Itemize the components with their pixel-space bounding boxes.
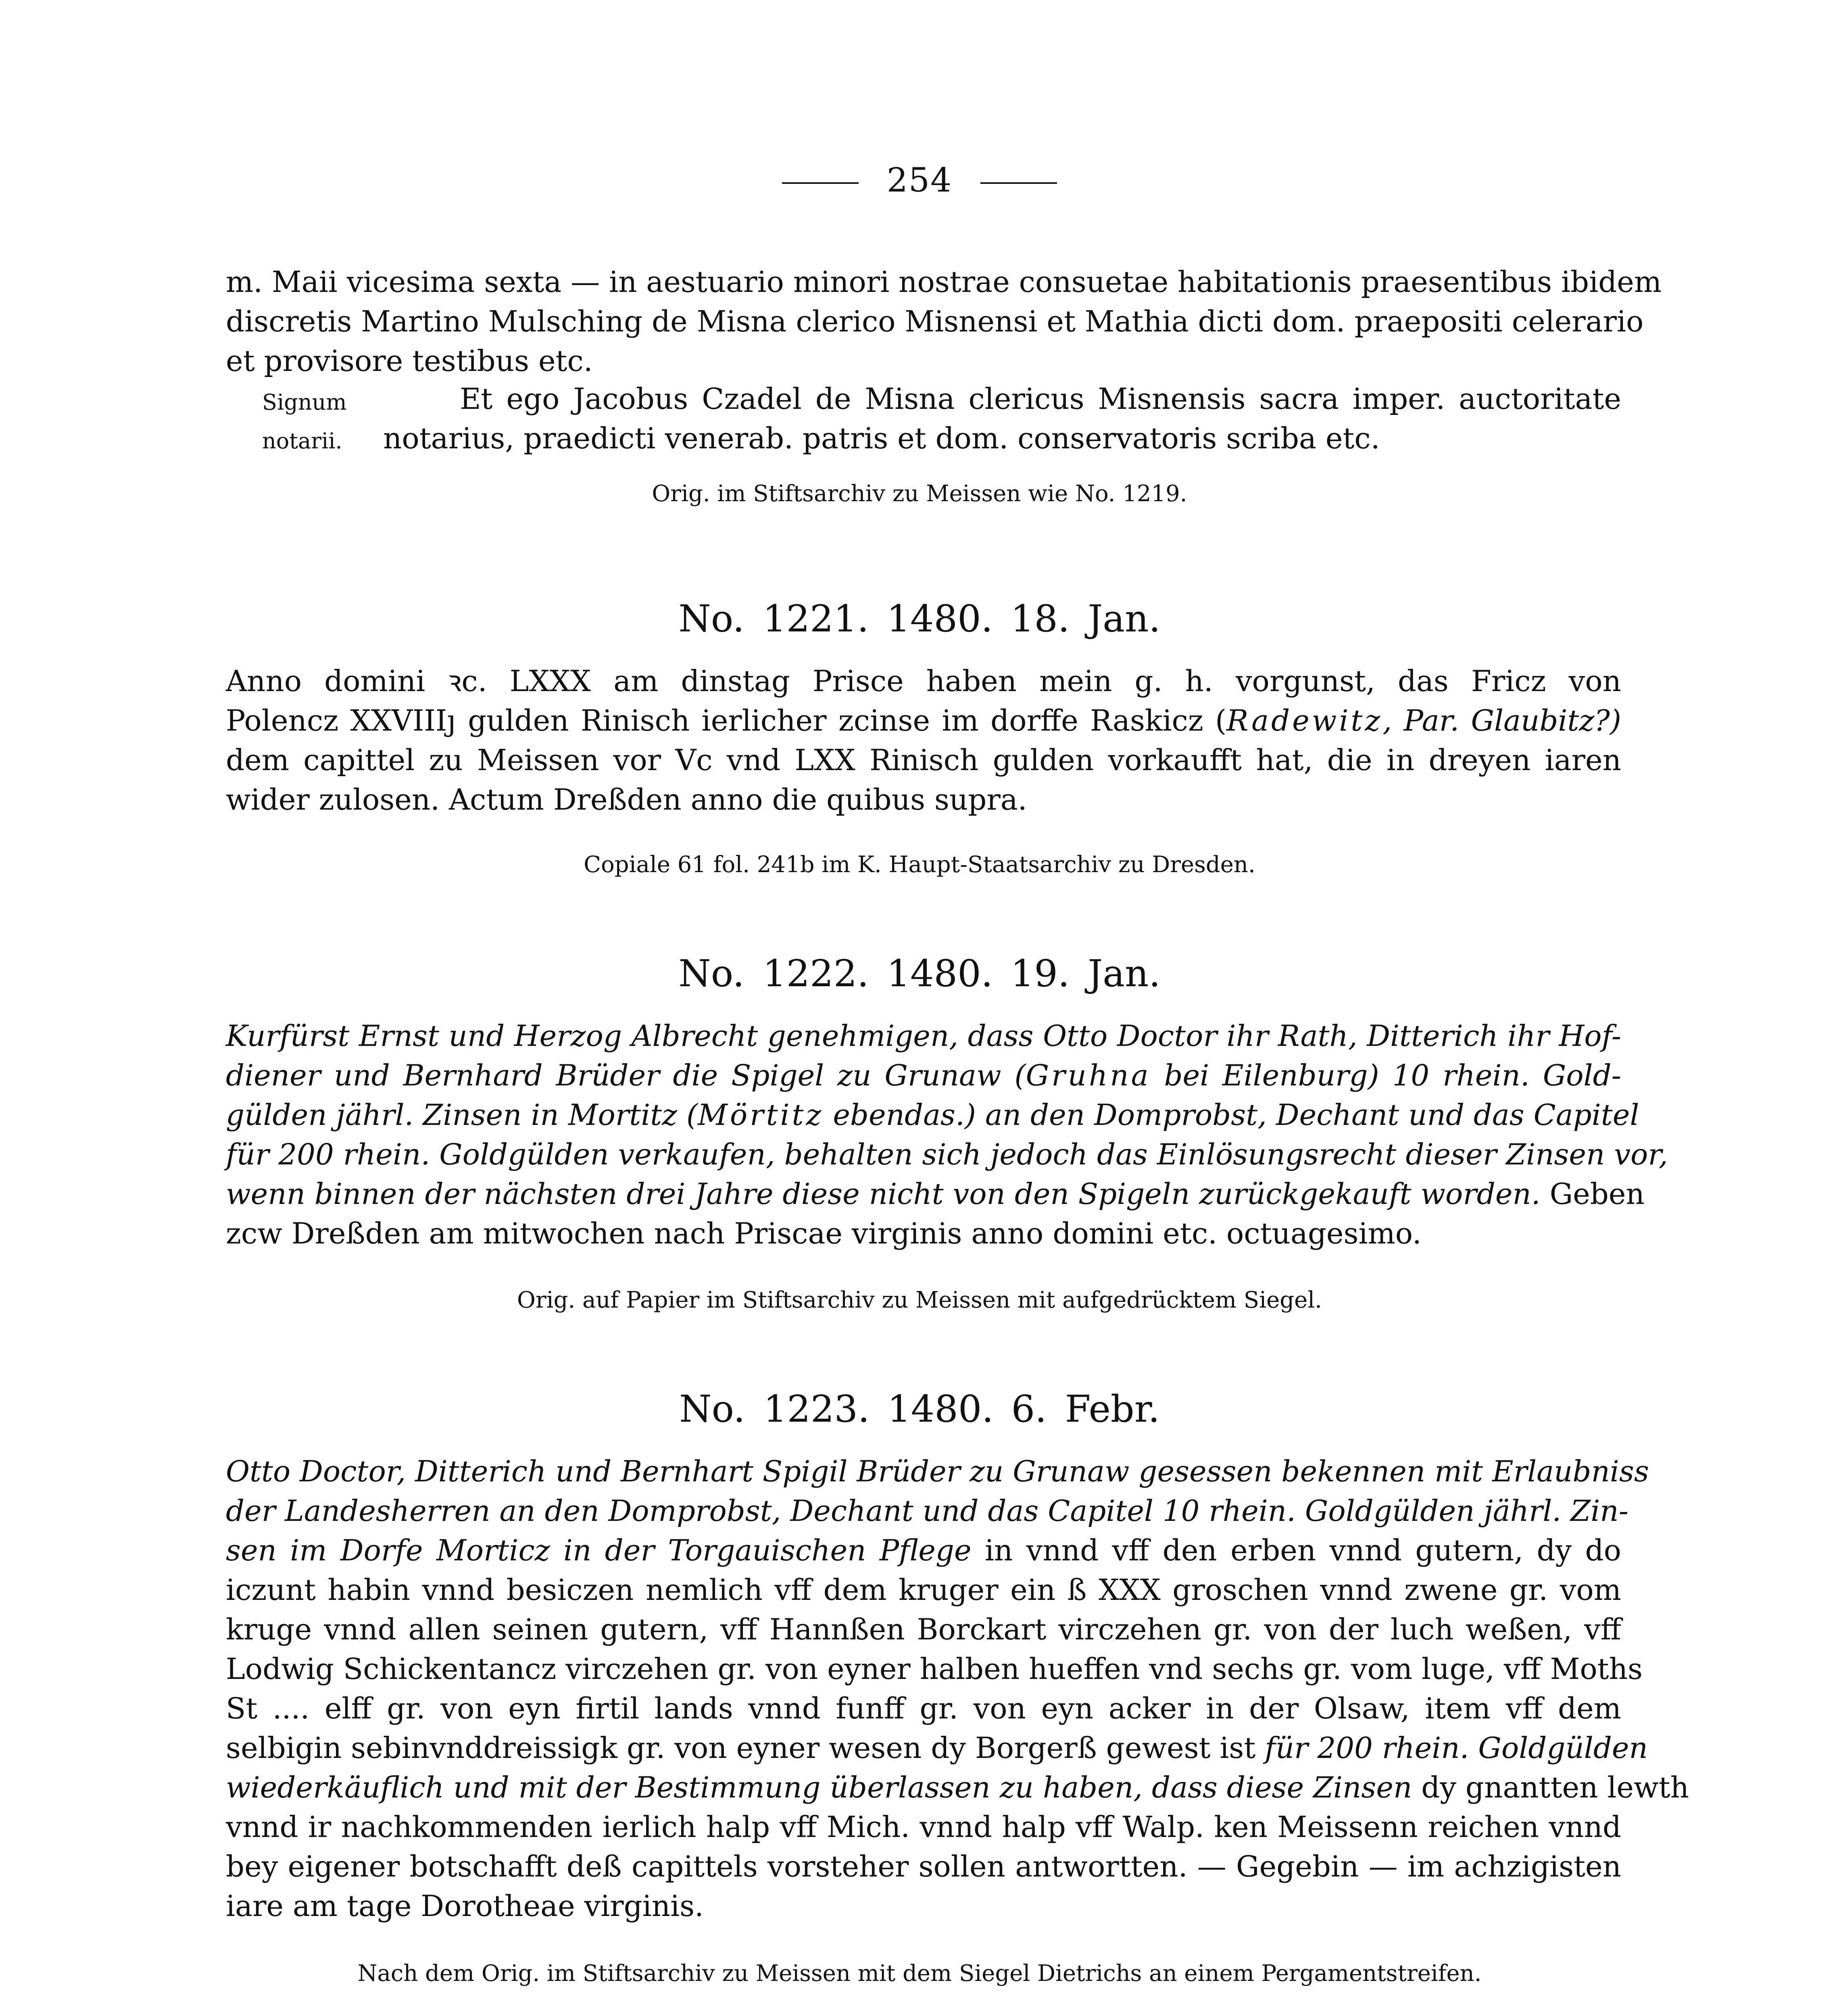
text-line	[226, 1886, 1621, 1926]
text-line	[226, 1174, 1645, 1214]
text-line	[226, 1452, 1649, 1491]
text-line: et provisore testibus etc.	[226, 344, 593, 378]
entry-heading	[0, 597, 1839, 641]
text-segment: Radewitz	[1226, 704, 1383, 737]
entry-date: 19. Jan.	[1010, 952, 1161, 995]
text-line	[226, 1095, 1639, 1135]
text-segment: für 200 rhein. Goldgülden verkaufen, behalten sich jedoch das Einlösungsrecht dieser Zinsen vor,	[226, 1137, 1668, 1171]
text-segment: dem capittel zu Meissen vor Vc vnd LXX Rinisch gulden vorkaufft hat, die in dreyen iaren	[226, 743, 1621, 777]
text-segment: Gruhna	[1026, 1058, 1151, 1092]
text-line	[226, 1531, 1621, 1570]
entry-heading	[0, 952, 1839, 996]
source-note: Orig. auf Papier im Stiftsarchiv zu Meissen mit aufgedrücktem Siegel.	[517, 1287, 1322, 1313]
entry-number: No. 1223.	[679, 1387, 870, 1431]
source-note: Copiale 61 fol. 241b im K. Haupt-Staatsarchiv zu Dresden.	[584, 852, 1255, 878]
text-line	[226, 1610, 1621, 1649]
text-segment: kruge vnnd allen seinen gutern, vff Hannßen Borckart virczehen gr. von der luch weßen, vff	[226, 1612, 1621, 1646]
text-segment: St .... elff gr. von eyn firtil lands vnnd funff gr. von eyn acker in der Olsaw, item vff dem	[226, 1691, 1621, 1725]
text-segment: wider zulosen. Actum Dreßden anno die quibus supra.	[226, 783, 1027, 816]
text-segment: bey eigener botschafft deß capittels vorsteher sollen antwortten. — Gegebin — im achzigisten	[226, 1849, 1621, 1883]
text-line	[226, 1728, 1648, 1768]
entry-date: 18. Jan.	[1010, 597, 1161, 640]
text-segment: Mörtitz	[698, 1098, 824, 1132]
text-segment: Lodwig Schickentancz virczehen gr. von eyner halben hueffen vnd sechs gr. vom luge, vff Moths	[226, 1652, 1643, 1686]
entry-number: No. 1221.	[678, 597, 869, 640]
text-segment: Anno domini ꝛc. LXXX am dinstag Prisce haben mein g. h. vorgunst, das Fricz von	[226, 664, 1621, 698]
page-number: 254	[0, 161, 1839, 200]
text-segment: Otto Doctor, Ditterich und Bernhart Spigil Brüder zu Grunaw gesessen bekennen mit Erlaubniss	[226, 1454, 1649, 1488]
text-line: Et ego Jacobus Czadel de Misna clericus Misnensis sacra imper. auctoritate	[460, 382, 1621, 416]
entry-number: No. 1222.	[678, 952, 869, 995]
text-line	[226, 1570, 1621, 1610]
text-line	[226, 740, 1621, 780]
entry-text	[226, 1452, 1689, 1926]
text-segment: , Par. Glaubitz?)	[1382, 704, 1621, 737]
text-segment: der Landesherren an den Domprobst, Dechant und das Capitel 10 rhein. Goldgülden jährl. Zin-	[226, 1494, 1628, 1528]
text-line	[226, 1016, 1621, 1056]
text-segment: ebendas.) an den Domprobst, Dechant und das Capitel	[824, 1098, 1639, 1132]
text-segment: zcw Dreßden am mitwochen nach Priscae virginis anno domini etc. octuagesimo.	[226, 1216, 1422, 1250]
text-segment: selbigin sebinvnddreissigk gr. von eyner wesen dy Borgerß gewest ist	[226, 1731, 1265, 1765]
intro-paragraph	[226, 262, 1662, 381]
text-segment: bei Eilenburg) 10 rhein. Gold-	[1151, 1058, 1622, 1092]
entry-year: 1480.	[887, 1387, 994, 1431]
source-note: Nach dem Orig. im Stiftsarchiv zu Meissen mit dem Siegel Dietrichs an einem Pergamentstreifen.	[357, 1960, 1482, 1987]
text-segment: wiederkäuflich und mit der Bestimmung überlassen zu haben, dass diese Zinsen	[226, 1770, 1412, 1804]
text-segment: Kurfürst Ernst und Herzog Albrecht genehmigen, dass Otto Doctor ihr Rath, Ditterich ihr Hof-	[226, 1019, 1621, 1053]
notary-signum-label: Signum notarii.	[262, 389, 347, 454]
text-segment: Polencz XXVIIIȷ gulden Rinisch ierlicher zcinse im dorffe Raskicz (	[226, 704, 1227, 737]
text-line	[226, 1768, 1689, 1807]
text-segment: wenn binnen der nächsten drei Jahre diese nicht von den Spigeln zurückgekauft worden.	[226, 1177, 1541, 1211]
text-line: discretis Martino Mulsching de Misna clerico Misnensi et Mathia dicti dom. praepositi celerario	[226, 304, 1644, 338]
text-segment: iare am tage Dorotheae virginis.	[226, 1889, 704, 1923]
text-segment: vnnd ir nachkommenden ierlich halp vff Mich. vnnd halp vff Walp. ken Meissenn reichen vnnd	[226, 1810, 1621, 1844]
entry-text	[226, 661, 1621, 819]
text-segment: in vnnd vff den erben vnnd gutern, dy do	[971, 1533, 1621, 1567]
text-line	[226, 1847, 1621, 1886]
source-note: Orig. im Stiftsarchiv zu Meissen wie No. 1219.	[652, 481, 1187, 507]
entry-year: 1480.	[886, 597, 993, 640]
text-line	[226, 1056, 1621, 1095]
text-segment: iczunt habin vnnd besiczen nemlich vff dem kruger ein ß XXX groschen vnnd zwene gr. vom	[226, 1573, 1621, 1607]
rule-right	[980, 182, 1057, 184]
text-segment: Geben	[1540, 1177, 1645, 1211]
text-line	[226, 780, 1621, 819]
text-line: notarius, praedicti venerab. patris et dom. conservatoris scriba etc.	[383, 421, 1380, 455]
notary-statement	[383, 379, 1621, 458]
entry-text	[226, 1016, 1668, 1253]
text-line: m. Maii vicesima sexta — in aestuario minori nostrae consuetae habitationis praesentibus ibidem	[226, 265, 1662, 299]
text-segment: dy gnantten lewth	[1412, 1770, 1689, 1804]
rule-left	[782, 182, 859, 184]
text-line	[226, 1807, 1621, 1847]
entry-heading	[0, 1387, 1839, 1431]
text-segment: sen im Dorfe Morticz in der Torgauischen Pflege	[226, 1533, 972, 1567]
text-line	[226, 661, 1621, 701]
text-line	[226, 701, 1621, 740]
entry-year: 1480.	[886, 952, 993, 995]
text-line	[226, 1491, 1628, 1531]
entry-date: 6. Febr.	[1011, 1387, 1160, 1431]
text-segment: diener und Bernhard Brüder die Spigel zu Grunaw (	[226, 1058, 1026, 1092]
text-line	[226, 1649, 1643, 1689]
text-line	[226, 1689, 1621, 1728]
text-line	[226, 1135, 1668, 1174]
text-line	[226, 1214, 1621, 1253]
text-segment: gülden jährl. Zinsen in Mortitz (	[226, 1098, 698, 1132]
text-segment: für 200 rhein. Goldgülden	[1265, 1731, 1648, 1765]
